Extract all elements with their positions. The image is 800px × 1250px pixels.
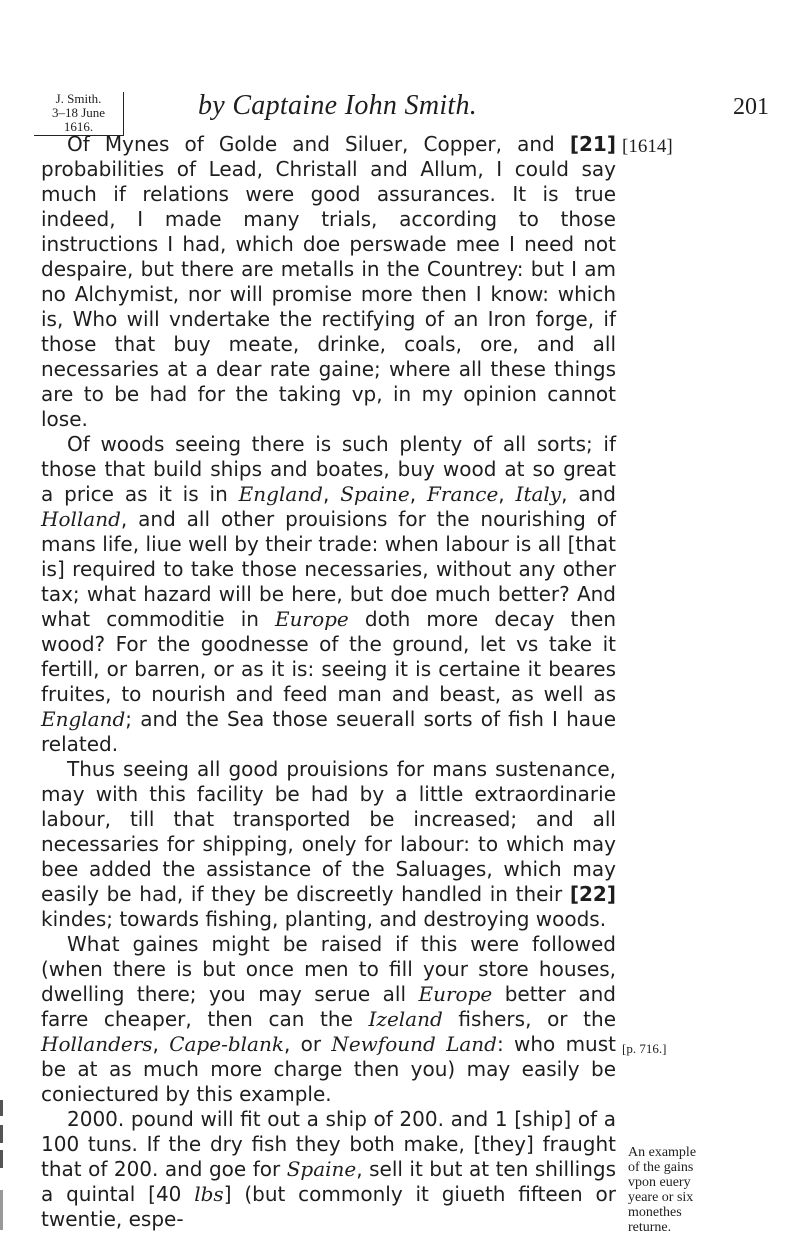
binding-mark <box>0 1150 3 1168</box>
margin-note-page-ref: [p. 716.] <box>622 1041 667 1056</box>
text-run: , <box>152 1032 170 1056</box>
text-run: better and farre cheaper, then can the <box>41 982 616 1031</box>
text-run: Thus seeing all good prouisions for mans sustenance, may with this facility be had by a little extraordinarie labour, till that transported be increased; and all necessaries for shipping, onely for labour: to which may bee added the assistance of the Saluages, which may easily be had, if they be discreetly handled in their <box>41 757 616 906</box>
original-page-marker: [22] <box>569 882 616 906</box>
margin-note-year: [1614] <box>622 136 673 157</box>
italic-text: Europe <box>275 607 349 631</box>
text-run: ; and the Sea those seuerall sorts of fish I haue related. <box>41 707 616 756</box>
italic-text: lbs <box>194 1182 224 1206</box>
original-page-marker: [21] <box>569 132 616 156</box>
binding-mark <box>0 1100 3 1116</box>
paragraph <box>41 1107 616 1232</box>
italic-text: Europe <box>418 982 493 1006</box>
italic-text: Hollanders <box>41 1032 153 1056</box>
italic-text: Newfound Land <box>331 1032 497 1056</box>
page-number: 201 <box>733 94 769 120</box>
italic-text: Cape-blank <box>169 1032 284 1056</box>
binding-mark <box>0 1190 3 1230</box>
text-run: , and all other prouisions for the nourishing of mans life, liue well by their trade: when labour is all [that is] required to take those necessaries, without any other tax; what hazard will be here, but doe much better? And what commoditie in <box>41 507 616 631</box>
source-date: 3–18 June 1616. <box>51 105 106 134</box>
paragraph <box>41 932 616 1107</box>
text-run: 2000. pound will fit out a ship of 200. and 1 [ship] of a 100 tuns. If the dry fish they both make, [they] fraught that of 200. and goe for <box>41 1107 616 1181</box>
italic-text: France <box>427 482 499 506</box>
italic-text: Spaine <box>340 482 410 506</box>
text-run: , <box>409 482 428 506</box>
paragraph <box>41 757 616 932</box>
paragraph <box>41 132 616 432</box>
text-run: , or <box>283 1032 332 1056</box>
text-run: fishers, or the <box>442 1007 616 1031</box>
text-run: probabilities of Lead, Christall and Allum, I could say much if relations were good assurances. It is true indeed, I made many trials, according to those instructions I had, which doe perswade mee I need not despaire, but there are metalls in the Countrey: but I am no Alchymist, nor will promise more then I know: which is, Who will vndertake the rectifying of an Iron forge, if those that buy meate, drinke, coals, ore, and all necessaries at a dear rate gaine; where all these things are to be had for the taking vp, in my opinion cannot lose. <box>41 157 616 431</box>
italic-text: Spaine <box>286 1157 357 1181</box>
italic-text: England <box>238 482 323 506</box>
italic-text: Izeland <box>368 1007 443 1031</box>
source-author: J. Smith. <box>55 91 102 106</box>
italic-text: Italy <box>515 482 562 506</box>
paragraph <box>41 432 616 757</box>
running-head-title: by Captaine Iohn Smith. <box>198 90 478 121</box>
text-run: , and <box>561 482 616 506</box>
text-run: Of Mynes of Golde and Siluer, Copper, and <box>67 132 570 156</box>
text-run: What gaines might be raised if this were followed (when there is but once men to fill your store houses, dwelling there; you may serue all <box>41 932 616 1006</box>
body-text <box>41 132 616 1232</box>
binding-mark <box>0 1125 3 1143</box>
text-run: kindes; towards fishing, planting, and destroying woods. <box>41 907 607 931</box>
text-run: , <box>498 482 516 506</box>
text-run: : who must be at as much more charge then you) may easily be coniectured by this example. <box>41 1032 616 1106</box>
text-run: ] (but commonly it giueth fifteen or twentie, espe- <box>41 1182 616 1231</box>
italic-text: Holland <box>41 507 121 531</box>
text-run: doth more decay then wood? For the goodnesse of the ground, let vs take it fertill, or barren, or as it is: seeing it is certaine it beares fruites, to nourish and feed man and beast, as well as <box>41 607 616 706</box>
italic-text: England <box>41 707 126 731</box>
text-run: , <box>322 482 341 506</box>
running-head-source <box>34 92 124 136</box>
text-run: , sell it but at ten shillings a quintal [40 <box>41 1157 617 1206</box>
margin-note-example: An example of the gains vpon euery yeare or six monethes returne. <box>628 1145 697 1235</box>
text-run: Of woods seeing there is such plenty of all sorts; if those that build ships and boates, buy wood at so great a price as it is in <box>41 432 616 506</box>
